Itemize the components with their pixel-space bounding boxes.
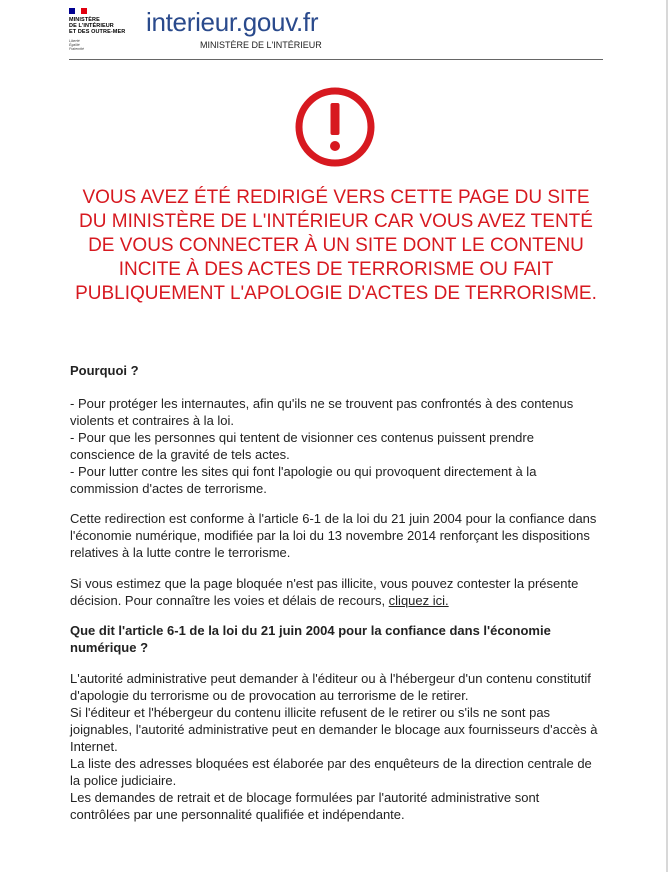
- article-paragraph: Les demandes de retrait et de blocage formulées par l'autorité administrative sont contrôlées par une personnalité qualifiée et indépendante.: [70, 790, 540, 822]
- site-header: [69, 6, 603, 60]
- flag-red-stripe: [81, 8, 87, 14]
- article-paragraph: La liste des adresses bloquées est élaborée par des enquêteurs de la direction centrale de la police judiciaire.: [70, 756, 592, 788]
- article-heading: Que dit l'article 6-1 de la loi du 21 juin 2004 pour la confiance dans l'économie numérique ?: [70, 623, 551, 655]
- site-title[interactable]: interieur.gouv.fr: [146, 7, 319, 37]
- header-divider: [69, 59, 603, 60]
- why-list: [70, 395, 600, 497]
- republic-motto: Liberté Égalité Fraternité: [69, 39, 84, 52]
- contest-paragraph: [70, 575, 600, 609]
- appeal-link[interactable]: cliquez ici.: [388, 593, 449, 608]
- why-item: - Pour que les personnes qui tentent de visionner ces contenus puissent prendre conscience de la gravité de tels actes.: [70, 430, 534, 462]
- article-paragraph: Si l'éditeur et l'hébergeur du contenu illicite refusent de le retirer ou s'ils ne sont pas joignables, l'autorité administrative peut en demander le blocage aux fournisseurs d'accès à Internet.: [70, 705, 598, 754]
- french-flag-icon: [69, 8, 87, 14]
- ministry-name: MINISTÈRE DE L'INTÉRIEUR ET DES OUTRE-MER: [69, 17, 126, 35]
- article-paragraph: L'autorité administrative peut demander à l'éditeur ou à l'hébergeur d'un contenu constitutif d'apologie du terrorisme ou de provocation au terrorisme de le retirer.: [70, 671, 591, 703]
- why-item: - Pour lutter contre les sites qui font l'apologie ou qui provoquent directement à la commission d'actes de terrorisme.: [70, 464, 537, 496]
- legal-basis-paragraph: Cette redirection est conforme à l'article 6-1 de la loi du 21 juin 2004 pour la confiance dans l'économie numérique, modifiée par la loi du 13 novembre 2014 renforçant les dispositions relatives à la lutte contre le terrorisme.: [70, 511, 597, 560]
- exclamation-circle-icon: [294, 86, 376, 168]
- site-subtitle: MINISTÈRE DE L'INTÉRIEUR: [200, 40, 322, 50]
- redirect-warning-message: VOUS AVEZ ÉTÉ REDIRIGÉ VERS CETTE PAGE DU SITE DU MINISTÈRE DE L'INTÉRIEUR CAR VOUS AVEZ TENTÉ DE VOUS CONNECTER À UN SITE DONT LE CONTENU INCITE À DES ACTES DE TERRORISME OU FAIT PUBLIQUEMENT L'APOLOGIE D'ACTES DE TERRORISME.: [75, 187, 597, 304]
- government-logo[interactable]: [69, 6, 141, 56]
- why-heading: Pourquoi ?: [70, 363, 139, 378]
- why-item: - Pour protéger les internautes, afin qu'ils ne se trouvent pas confrontés à des contenus violents et contraires à la loi.: [70, 396, 574, 428]
- contest-text: Si vous estimez que la page bloquée n'est pas illicite, vous pouvez contester la présente décision. Pour connaître les voies et délais de recours,: [70, 576, 579, 608]
- article-explanation: [70, 670, 602, 823]
